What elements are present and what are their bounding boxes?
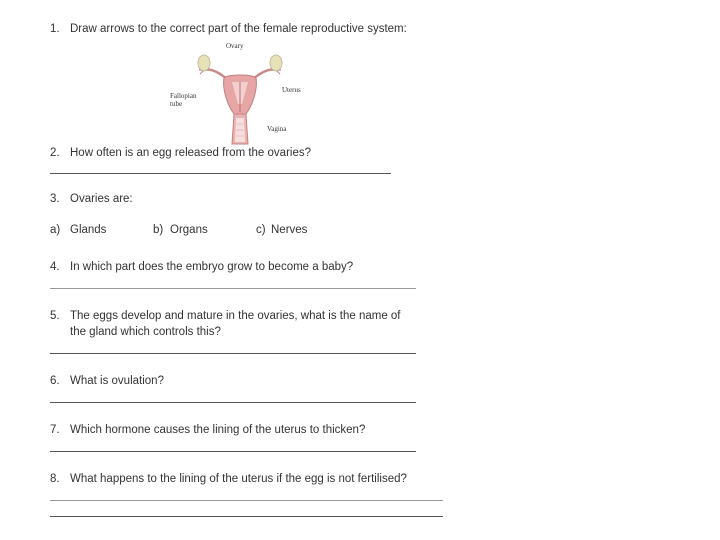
label-ovary: Ovary — [226, 42, 244, 50]
q8-number: 8. — [50, 473, 60, 485]
option-c-text: Nerves — [271, 224, 308, 236]
q2-number: 2. — [50, 147, 60, 159]
q8-answer-line-2[interactable] — [50, 516, 443, 517]
q6-number: 6. — [50, 375, 60, 387]
q5-answer-line[interactable] — [50, 353, 416, 354]
label-fallopian: Fallopian — [170, 92, 197, 100]
q4-answer-line[interactable] — [50, 288, 416, 289]
label-vagina: Vagina — [267, 125, 287, 133]
q7-number: 7. — [50, 424, 60, 436]
q7-answer-line[interactable] — [50, 451, 416, 452]
q6-text: What is ovulation? — [70, 375, 164, 387]
q5-number: 5. — [50, 310, 60, 322]
q4-number: 4. — [50, 261, 60, 273]
q8-answer-line-1[interactable] — [50, 500, 443, 501]
q1-text: Draw arrows to the correct part of the female reproductive system: — [70, 23, 407, 35]
option-a-letter: a) — [50, 224, 61, 236]
q5-text-line1: The eggs develop and mature in the ovaries, what is the name of — [70, 310, 401, 322]
q6-answer-line[interactable] — [50, 402, 416, 403]
q4-text: In which part does the embryo grow to become a baby? — [70, 261, 354, 273]
option-b-text: Organs — [170, 224, 208, 236]
label-tube: tube — [170, 100, 183, 108]
q3-text: Ovaries are: — [70, 193, 133, 205]
option-c-letter: c) — [256, 224, 266, 236]
option-b-letter: b) — [153, 224, 164, 236]
q7-text: Which hormone causes the lining of the uterus to thicken? — [70, 424, 366, 436]
left-ovary — [198, 55, 210, 71]
q5-text-line2: the gland which controls this? — [70, 326, 221, 338]
q3-number: 3. — [50, 193, 60, 205]
q2-text: How often is an egg released from the ovaries? — [70, 147, 311, 159]
option-a-text: Glands — [70, 224, 107, 236]
label-uterus: Uterus — [282, 86, 301, 94]
q8-text: What happens to the lining of the uterus if the egg is not fertilised? — [70, 473, 407, 485]
right-ovary — [270, 55, 282, 71]
q1-number: 1. — [50, 23, 60, 35]
q2-answer-line[interactable] — [50, 173, 391, 174]
